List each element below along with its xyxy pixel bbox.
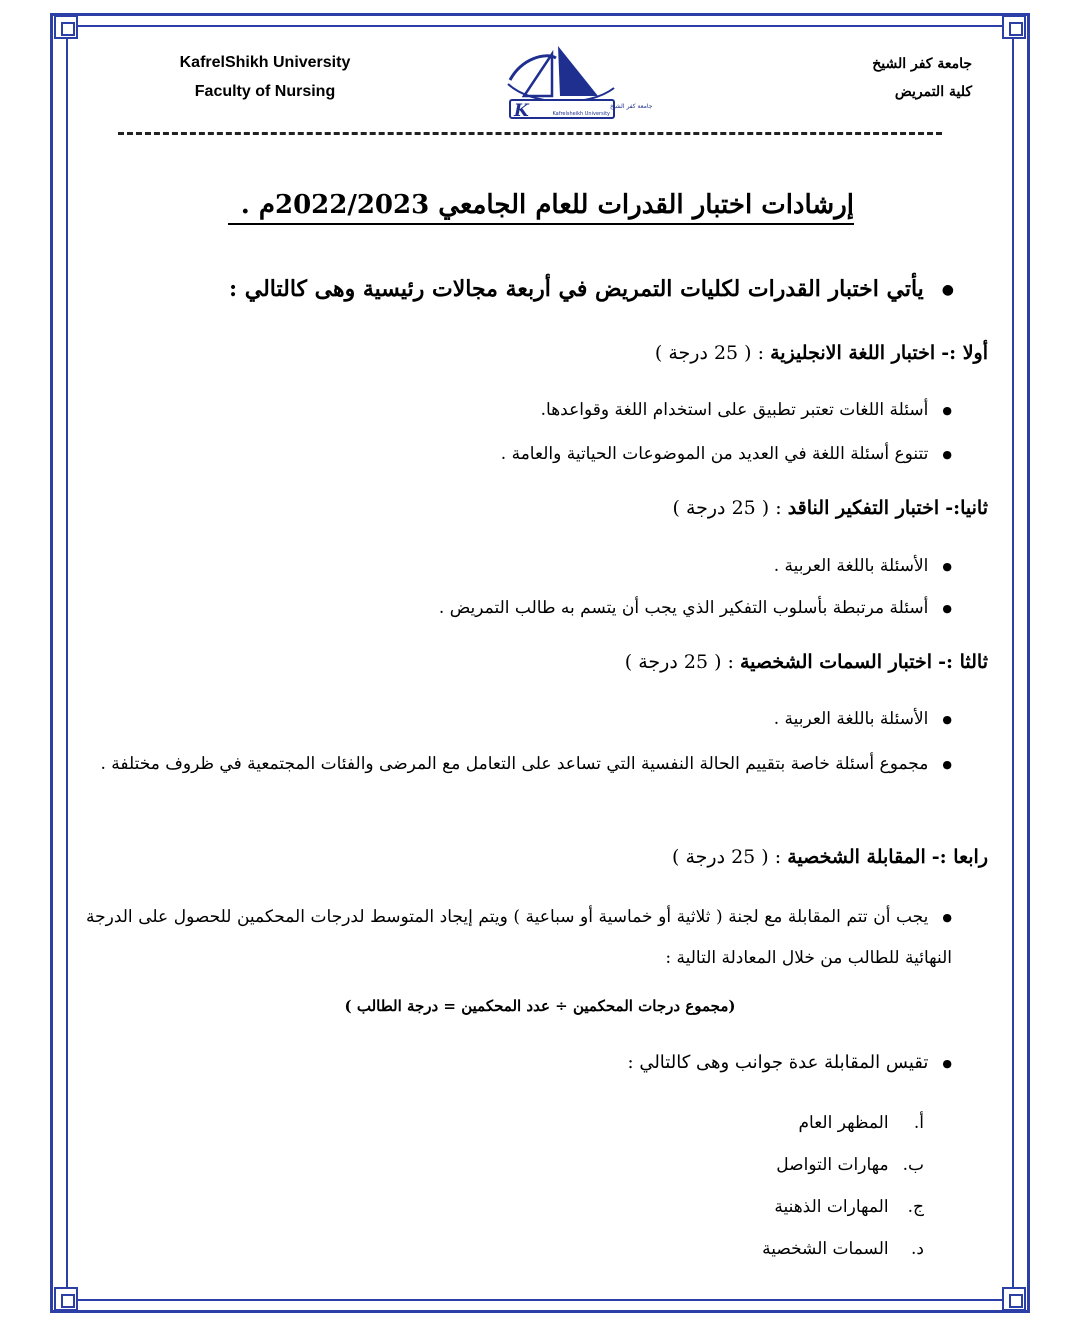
header-english bbox=[170, 48, 360, 106]
section-ordinal: أولا :- bbox=[941, 342, 988, 364]
header-arabic bbox=[852, 50, 972, 106]
university-logo bbox=[502, 40, 653, 124]
university-name-ar: جامعة كفر الشيخ bbox=[872, 56, 972, 72]
header-dashed-divider bbox=[118, 132, 942, 135]
aspect-item: د. السمات الشخصية bbox=[762, 1239, 924, 1259]
list-item: ● أسئلة اللغات تعتبر تطبيق على استخدام اللغة وقواعدها. bbox=[541, 400, 952, 420]
section-score: : ( 25 درجة ) bbox=[624, 651, 734, 673]
border-corner-top-left bbox=[54, 15, 78, 39]
list-item: ● مجموع أسئلة خاصة بتقييم الحالة النفسية التي تساعد على التعامل مع المرضى والفئات المجتمعية في ظروف مختلفة . bbox=[86, 744, 952, 785]
section-ordinal: ثانيا:- bbox=[945, 497, 988, 519]
section-score: : ( 25 درجة ) bbox=[654, 342, 765, 364]
intro-text: يأتي اختبار القدرات لكليات التمريض في أربعة مجالات رئيسية وهى كالتالي : bbox=[228, 276, 924, 302]
section-name: اختبار التفكير الناقد bbox=[787, 497, 940, 519]
section-heading-critical-thinking bbox=[673, 497, 989, 519]
list-item: ● الأسئلة باللغة العربية . bbox=[774, 709, 952, 729]
university-name-en: KafrelShikh University bbox=[179, 54, 351, 71]
intro-line bbox=[229, 276, 954, 302]
faculty-name-ar: كلية التمريض bbox=[894, 84, 972, 100]
section-heading-english bbox=[655, 342, 988, 364]
section-ordinal: ثالثا :- bbox=[938, 651, 988, 673]
border-corner-bottom-left bbox=[54, 1287, 78, 1311]
list-item: ● تتنوع أسئلة اللغة في العديد من الموضوعات الحياتية والعامة . bbox=[501, 444, 952, 464]
section-name: اختبار اللغة الانجليزية bbox=[770, 342, 936, 364]
section-heading-interview bbox=[672, 846, 988, 868]
aspect-item: أ. المظهر العام bbox=[798, 1113, 924, 1133]
section-name: المقابلة الشخصية bbox=[787, 846, 926, 868]
document-title: إرشادات اختبار القدرات للعام الجامعي 2022/2023م . bbox=[228, 190, 854, 225]
aspect-item: ب. مهارات التواصل bbox=[776, 1155, 924, 1175]
aspects-intro: ● تقيس المقابلة عدة جوانب وهى كالتالي : bbox=[628, 1052, 952, 1073]
aspect-item: ج. المهارات الذهنية bbox=[774, 1197, 924, 1217]
faculty-name-en: Faculty of Nursing bbox=[194, 83, 336, 100]
list-item: ● الأسئلة باللغة العربية . bbox=[774, 556, 952, 576]
score-formula: (مجموع درجات المحكمين ÷ عدد المحكمين = درجة الطالب ) bbox=[344, 997, 736, 1015]
list-item: ● يجب أن تتم المقابلة مع لجنة ( ثلاثية أو خماسية أو سباعية ) ويتم إيجاد المتوسط لدرجات المحكمين للحصول على الدرجة النهائية للطالب من خلال المعادلة التالية : bbox=[86, 897, 952, 979]
section-ordinal: رابعا :- bbox=[931, 846, 988, 868]
list-item: ● أسئلة مرتبطة بأسلوب التفكير الذي يجب أن يتسم به طالب التمريض . bbox=[439, 598, 952, 618]
section-score: : ( 25 درجة ) bbox=[672, 846, 782, 868]
border-corner-top-right bbox=[1002, 15, 1026, 39]
logo-text-ar: جامعة كفر الشيخ bbox=[610, 103, 653, 110]
section-score: : ( 25 درجة ) bbox=[672, 497, 782, 519]
logo-letter: K bbox=[514, 101, 529, 121]
border-corner-bottom-right bbox=[1002, 1287, 1026, 1311]
section-name: اختبار السمات الشخصية bbox=[740, 651, 933, 673]
logo-text-en: Kafrelsheikh University bbox=[552, 111, 610, 117]
section-heading-personality bbox=[625, 651, 988, 673]
